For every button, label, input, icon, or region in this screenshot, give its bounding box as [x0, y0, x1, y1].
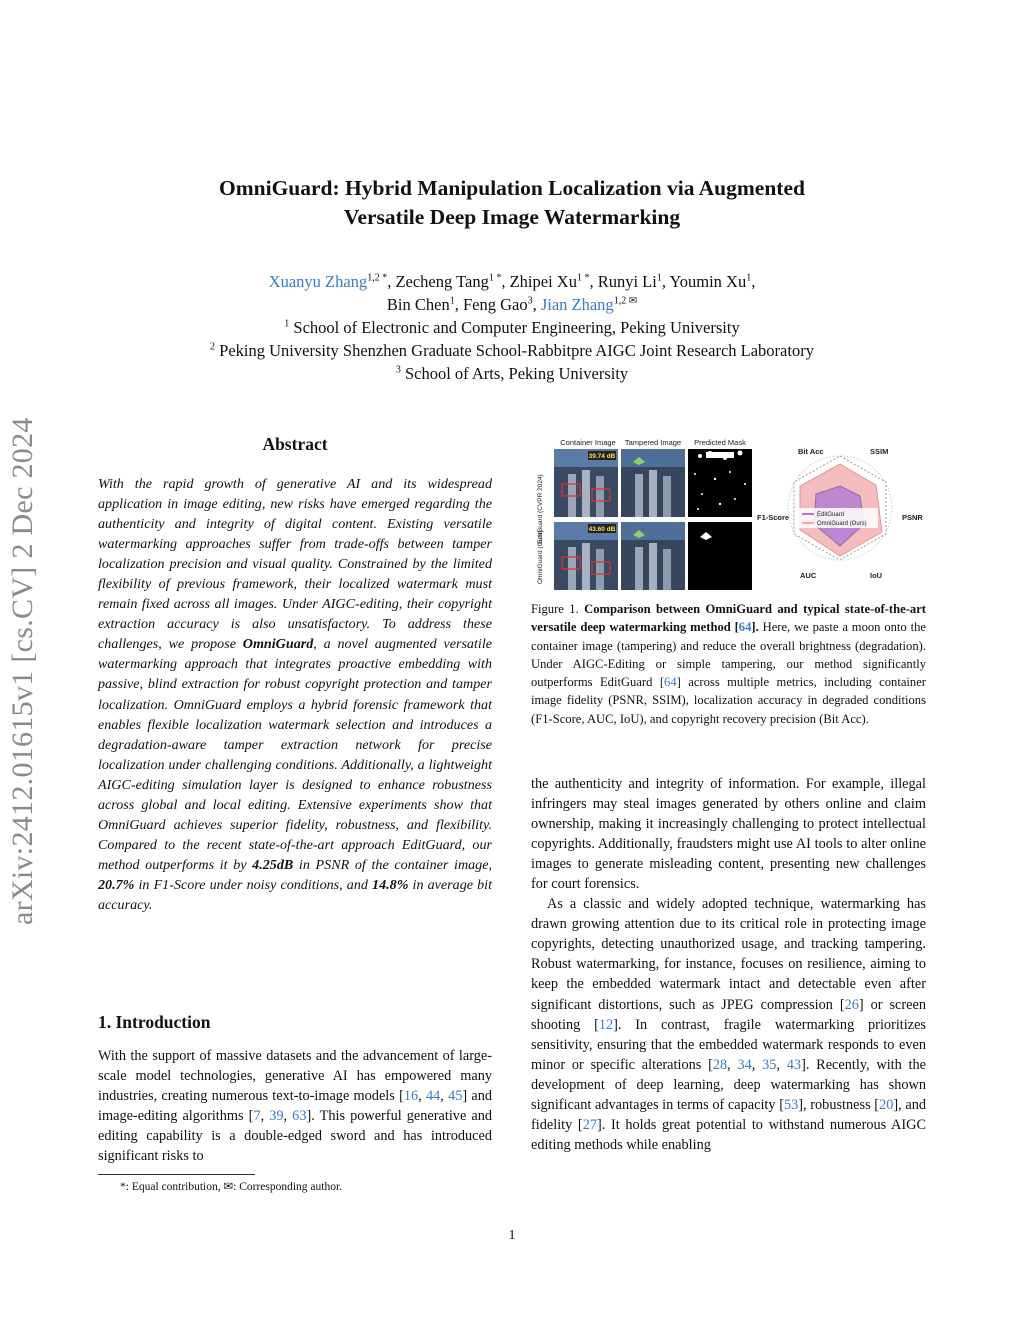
text-part: ]. Recently, with the development of deep learning, deep watermarking has shown significant advantages in terms of capacity [: [531, 1056, 927, 1113]
affil-mark: 1,2 ✉: [613, 295, 638, 307]
affil-mark: 3: [527, 295, 533, 307]
author: , Runyi Li: [589, 272, 657, 291]
psnr-omniguard: 43.60 dB: [588, 526, 616, 533]
affil-mark: 1: [449, 295, 455, 307]
text-part: ], and fidelity [: [531, 1096, 926, 1133]
radar-axis-psnr: PSNR: [902, 513, 923, 522]
affil-num: 2: [210, 341, 216, 353]
abstract-part: in PSNR of the container image,: [293, 856, 492, 873]
author: , Zecheng Tang: [387, 272, 489, 291]
citation-link[interactable]: 16: [403, 1088, 419, 1104]
section-heading-introduction: 1. Introduction: [98, 1012, 211, 1032]
author: , Zhipei Xu: [501, 272, 577, 291]
radar-axis-iou: IoU: [870, 571, 883, 580]
caption-prefix: Figure 1.: [531, 602, 585, 616]
paragraph: As a classic and widely adopted technique, watermarking has drawn growing attention due to its critical role in protecting image copyrights, detecting unauthorized usage, and tracking tampering. Robust watermarking, for instance, focuses on resilience, aiming to keep the embedded watermark intact and detectable even after significant distortions, such as JPEG compression [26] or screen shooting [12]. In contrast, fragile watermarking prioritizes sensitivity, ensuring that the embedded watermark responds to even minor or specific alterations [28, 34, 35, 43]. Recently, with the development of deep learning, deep watermarking has shown significant advantages in terms of capacity [53], robustness [20], and fidelity [27]. It holds great potential to withstand numerous AIGC editing methods while enabling: [531, 896, 927, 1153]
footnote-rule: [98, 1174, 255, 1175]
affil-mark: 1 *: [576, 272, 590, 284]
text-part: ], robustness [: [798, 1096, 880, 1113]
col-label-tampered: Tampered Image: [624, 438, 682, 447]
row2-images: [554, 522, 752, 590]
radar-axis-f1: F1-Score: [757, 513, 790, 522]
citation-link[interactable]: 39: [269, 1108, 284, 1124]
affil-mark: 1 *: [488, 272, 502, 284]
citation-link[interactable]: 28: [712, 1056, 728, 1073]
col-label-mask: Predicted Mask: [694, 438, 746, 447]
affiliation-2: [0, 339, 1024, 362]
right-column-text: [531, 774, 926, 1155]
citation-link[interactable]: 64: [664, 675, 677, 690]
psnr-editguard: 39.74 dB: [588, 453, 616, 460]
legend-omniguard: OmniGuard (Ours): [817, 521, 867, 527]
abstract-bold: 14.8%: [372, 876, 409, 893]
intro-part: ] and image-editing algorithms [: [98, 1088, 492, 1124]
abstract-heading: Abstract: [262, 434, 328, 454]
title-line-1: OmniGuard: Hybrid Manipulation Localization via Augmented: [219, 176, 805, 200]
citation-link[interactable]: 63: [292, 1108, 307, 1124]
affil-text: School of Electronic and Computer Engineering, Peking University: [289, 318, 740, 337]
text-part: ] or screen shooting [: [531, 996, 926, 1033]
citation-link[interactable]: 43: [786, 1056, 802, 1073]
arxiv-identifier: arXiv:2412.01615v1 [cs.CV] 2 Dec 2024: [6, 417, 39, 925]
author-block: [0, 270, 1024, 385]
abstract-part: in F1-Score under noisy conditions, and: [134, 876, 373, 893]
caption-text: ] across multiple metrics, including container image fidelity (PSNR, SSIM), localization accuracy in degraded conditions (F1-Score, AUC, IoU), and copyright recovery precision (Bit Acc).: [531, 675, 926, 726]
citation-link[interactable]: 12: [598, 1016, 614, 1033]
intro-part: With the support of massive datasets and the advancement of large-scale model technologies, generative AI has empowered many industries, creating numerous text-to-image models [: [98, 1048, 492, 1104]
author-link[interactable]: Xuanyu Zhang: [268, 272, 368, 291]
figure-1: [530, 434, 930, 594]
author-line-1: [0, 270, 1024, 293]
radar-axis-ssim: SSIM: [870, 447, 889, 456]
affiliation-3: [0, 362, 1024, 385]
radar-chart: [757, 447, 923, 580]
separator: ,: [751, 272, 756, 291]
citation-link[interactable]: 34: [737, 1056, 752, 1073]
author-link[interactable]: Jian Zhang: [540, 295, 614, 314]
abstract-part: With the rapid growth of generative AI and its widespread application in image editing, new risks have emerged regarding the authenticity and integrity of digital content. Existing versatile watermarking approaches suffer from trade-offs between tamper localization precision and visual quality. Constrained by the limited flexibility of previous framework, their localized watermark must remain fixed across all images. Under AIGC-editing, their copyright extraction accuracy is also unsatisfactory. To address these challenges, we propose: [98, 476, 492, 653]
caption-text: Here, we paste a moon onto the container image (tampering) and reduce the overall brightness (degradation). Under AIGC-Editing or simple tampering, our method significantly outperforms EditGuard [: [531, 620, 926, 690]
text-part: ]. It holds great potential to withstand numerous AIGC editing methods while enabling: [531, 1116, 926, 1153]
introduction-text: With the support of massive datasets and the advancement of large-scale model technologies, generative AI has empowered many industries, creating numerous text-to-image models [16, 44, 45] and image-editing algorithms [7, 39, 63]. This powerful generative and editing capability is a double-edged sword and has introduced significant risks to: [98, 1048, 492, 1164]
author-line-2: [0, 293, 1024, 316]
abstract-bold: 4.25dB: [252, 856, 294, 873]
citation-link[interactable]: 64: [738, 620, 752, 635]
footnote: *: Equal contribution, ✉: Corresponding author.: [120, 1181, 343, 1193]
paper-title: [0, 174, 1024, 232]
affil-num: 1: [284, 318, 290, 330]
abstract-bold: OmniGuard: [242, 636, 314, 653]
text-part: ]. In contrast, fragile watermarking prioritizes sensitivity, ensuring that the embedded watermark responds to even minor or specific alterations [: [531, 1016, 926, 1073]
abstract-part: , a novel augmented versatile watermarking approach that integrates proactive embedding with passive, blind extraction for robust copyright protection and tamper localization. OmniGuard employs a hybrid forensic framework that enables flexible localization watermark selection and introduces a degradation-aware tamper extraction network for precise localization under challenging conditions. Additionally, a lightweight AIGC-editing simulation layer is designed to enhance robustness across global and local editing. Extensive experiments show that OmniGuard achieves superior fidelity, robustness, and flexibility. Compared to the recent state-of-the-art approach EditGuard, our method outperforms it by: [98, 636, 492, 873]
citation-link[interactable]: 7: [253, 1108, 261, 1124]
affil-text: School of Arts, Peking University: [400, 364, 629, 383]
abstract-bold: 20.7%: [98, 876, 135, 893]
radar-axis-auc: AUC: [800, 571, 817, 580]
legend-editguard: EditGuard: [817, 512, 845, 518]
citation-link[interactable]: 53: [783, 1096, 799, 1113]
author: , Feng Gao: [454, 295, 528, 314]
affil-text: Peking University Shenzhen Graduate School-Rabbitpre AIGC Joint Research Laboratory: [215, 341, 814, 360]
row-label-editguard: EditGuard (CVPR 2024): [537, 474, 544, 544]
author: Bin Chen: [386, 295, 450, 314]
intro-part: ]. This powerful generative and editing capability is a double-edged sword and has introduced significant risks to: [98, 1108, 492, 1164]
citation-link[interactable]: 26: [844, 996, 859, 1013]
citation-link[interactable]: 27: [582, 1116, 597, 1133]
title-line-2: Versatile Deep Image Watermarking: [343, 205, 681, 229]
citation-link[interactable]: 45: [448, 1088, 463, 1104]
affiliation-1: [0, 316, 1024, 339]
affil-mark: 1: [746, 272, 752, 284]
citation-link[interactable]: 20: [879, 1096, 894, 1113]
figure-1-caption: [531, 600, 926, 728]
paragraph: the authenticity and integrity of information. For example, illegal infringers may steal images generated by others online and claim ownership, making it increasingly challenging to protect intellectual copyrights. Additionally, fraudsters might use AI tools to alter online images to generate misleading content, presenting new challenges for court forensics.: [531, 776, 926, 893]
caption-bold: Comparison between OmniGuard and typical state-of-the-art versatile deep watermarking method [: [531, 602, 926, 635]
affil-mark: 1,2 *: [367, 272, 388, 284]
affil-mark: 1: [656, 272, 662, 284]
separator: ,: [532, 295, 541, 314]
affil-num: 3: [395, 364, 401, 376]
page-number: 1: [508, 1228, 516, 1243]
citation-link[interactable]: 35: [762, 1056, 777, 1073]
author: , Youmin Xu: [661, 272, 747, 291]
citation-link[interactable]: 44: [425, 1088, 441, 1104]
col-label-container: Container Image: [560, 438, 616, 447]
caption-bold: ].: [751, 620, 759, 635]
abstract-text: [98, 474, 492, 915]
abstract-part: in average bit accuracy.: [98, 876, 492, 913]
radar-axis-bit-acc: Bit Acc: [798, 447, 824, 456]
text-part: As a classic and widely adopted technique, watermarking has drawn growing attention due to its critical role in protecting image copyrights, detecting unauthorized usage, and tracking tampering. Robust watermarking, for instance, focuses on resilience, aiming to keep the embedded watermark intact and detectable even after significant distortions, such as JPEG compression [: [531, 896, 926, 1013]
row1-images: [554, 449, 752, 517]
row-label-omniguard-visible: OmniGuard (Ours): [537, 530, 544, 584]
